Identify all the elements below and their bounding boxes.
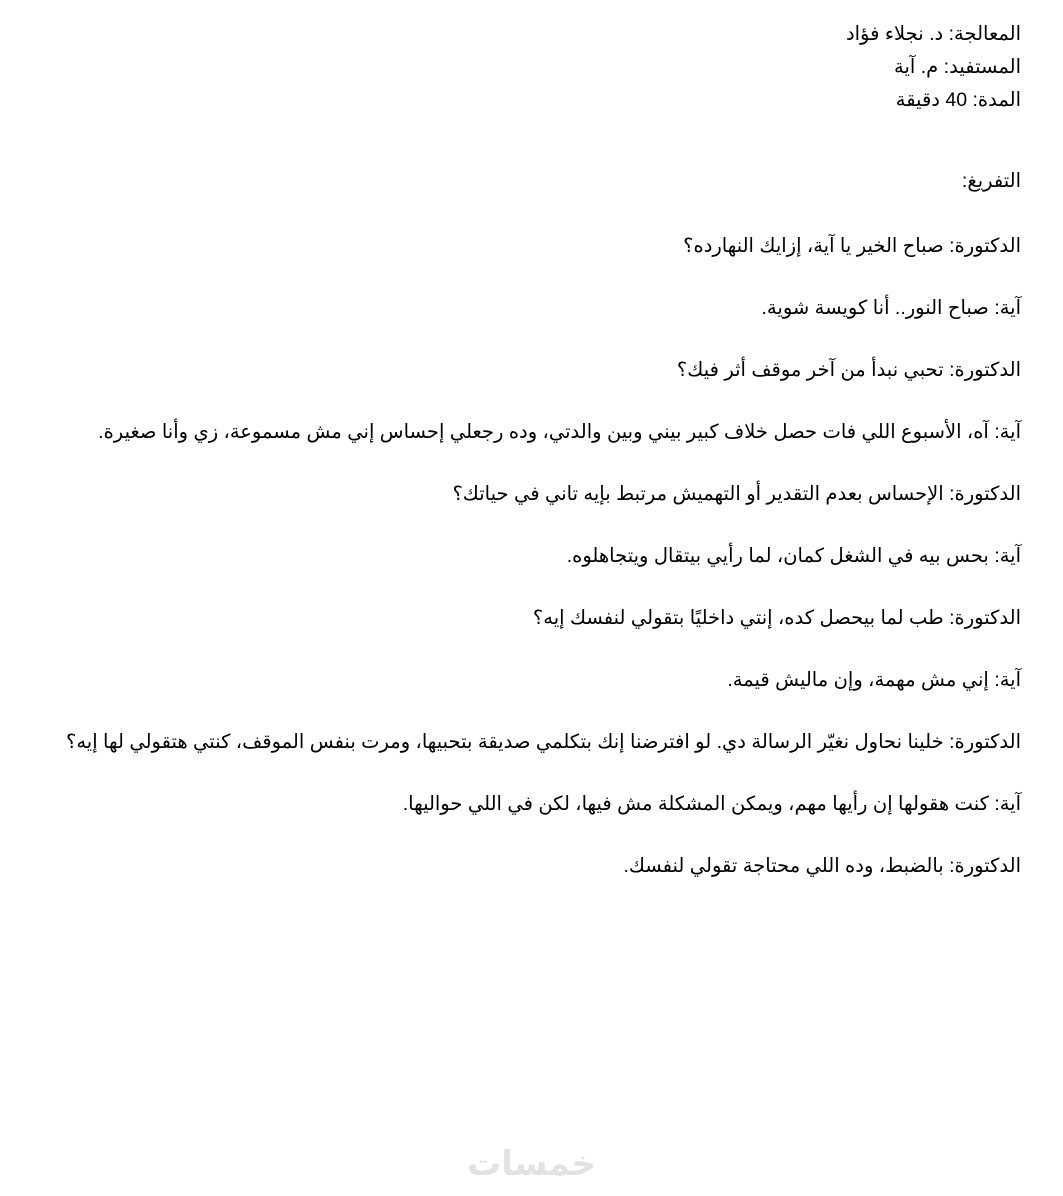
watermark: خمسات — [467, 1144, 596, 1184]
transcript-turn: الدكتورة: صباح الخير يا آية، إزايك النهارده؟ — [683, 235, 1021, 257]
transcript-heading: التفريغ: — [961, 170, 1021, 192]
transcript-turn: آية: بحس بيه في الشغل كمان، لما رأيي بيتقال ويتجاهلوه. — [566, 545, 1021, 567]
transcript-turn: آية: كنت هقولها إن رأيها مهم، ويمكن المشكلة مش فيها، لكن في اللي حواليها. — [402, 793, 1021, 815]
transcript-turn: الدكتورة: خلينا نحاول نغيّر الرسالة دي. لو افترضنا إنك بتكلمي صديقة بتحبيها، ومرت بنفس الموقف، كنتي هتقولي لها إيه؟ — [65, 731, 1021, 753]
meta-line-therapist: المعالجة: د. نجلاء فؤاد — [845, 23, 1021, 45]
transcript-turn: آية: صباح النور.. أنا كويسة شوية. — [761, 297, 1021, 319]
transcript-turn: الدكتورة: تحبي نبدأ من آخر موقف أثر فيك؟ — [676, 359, 1021, 381]
meta-line-duration: المدة: 40 دقيقة — [895, 89, 1021, 111]
transcript-turn: آية: إني مش مهمة، وإن ماليش قيمة. — [727, 669, 1021, 691]
meta-line-client: المستفيد: م. آية — [894, 56, 1021, 78]
transcript-turn: الدكتورة: بالضبط، وده اللي محتاجة تقولي لنفسك. — [623, 855, 1021, 877]
transcript-turn: الدكتورة: طب لما بيحصل كده، إنتي داخليًا بتقولي لنفسك إيه؟ — [532, 607, 1021, 629]
transcript-turn: الدكتورة: الإحساس بعدم التقدير أو التهميش مرتبط بإيه تاني في حياتك؟ — [452, 483, 1021, 505]
transcript-body — [42, 228, 1021, 884]
session-metadata — [42, 18, 1021, 117]
transcript-turn: آية: آه، الأسبوع اللي فات حصل خلاف كبير بيني وبين والدتي، وده رجعلي إحساس إني مش مسموعة، زي وأنا صغيرة. — [98, 421, 1021, 443]
